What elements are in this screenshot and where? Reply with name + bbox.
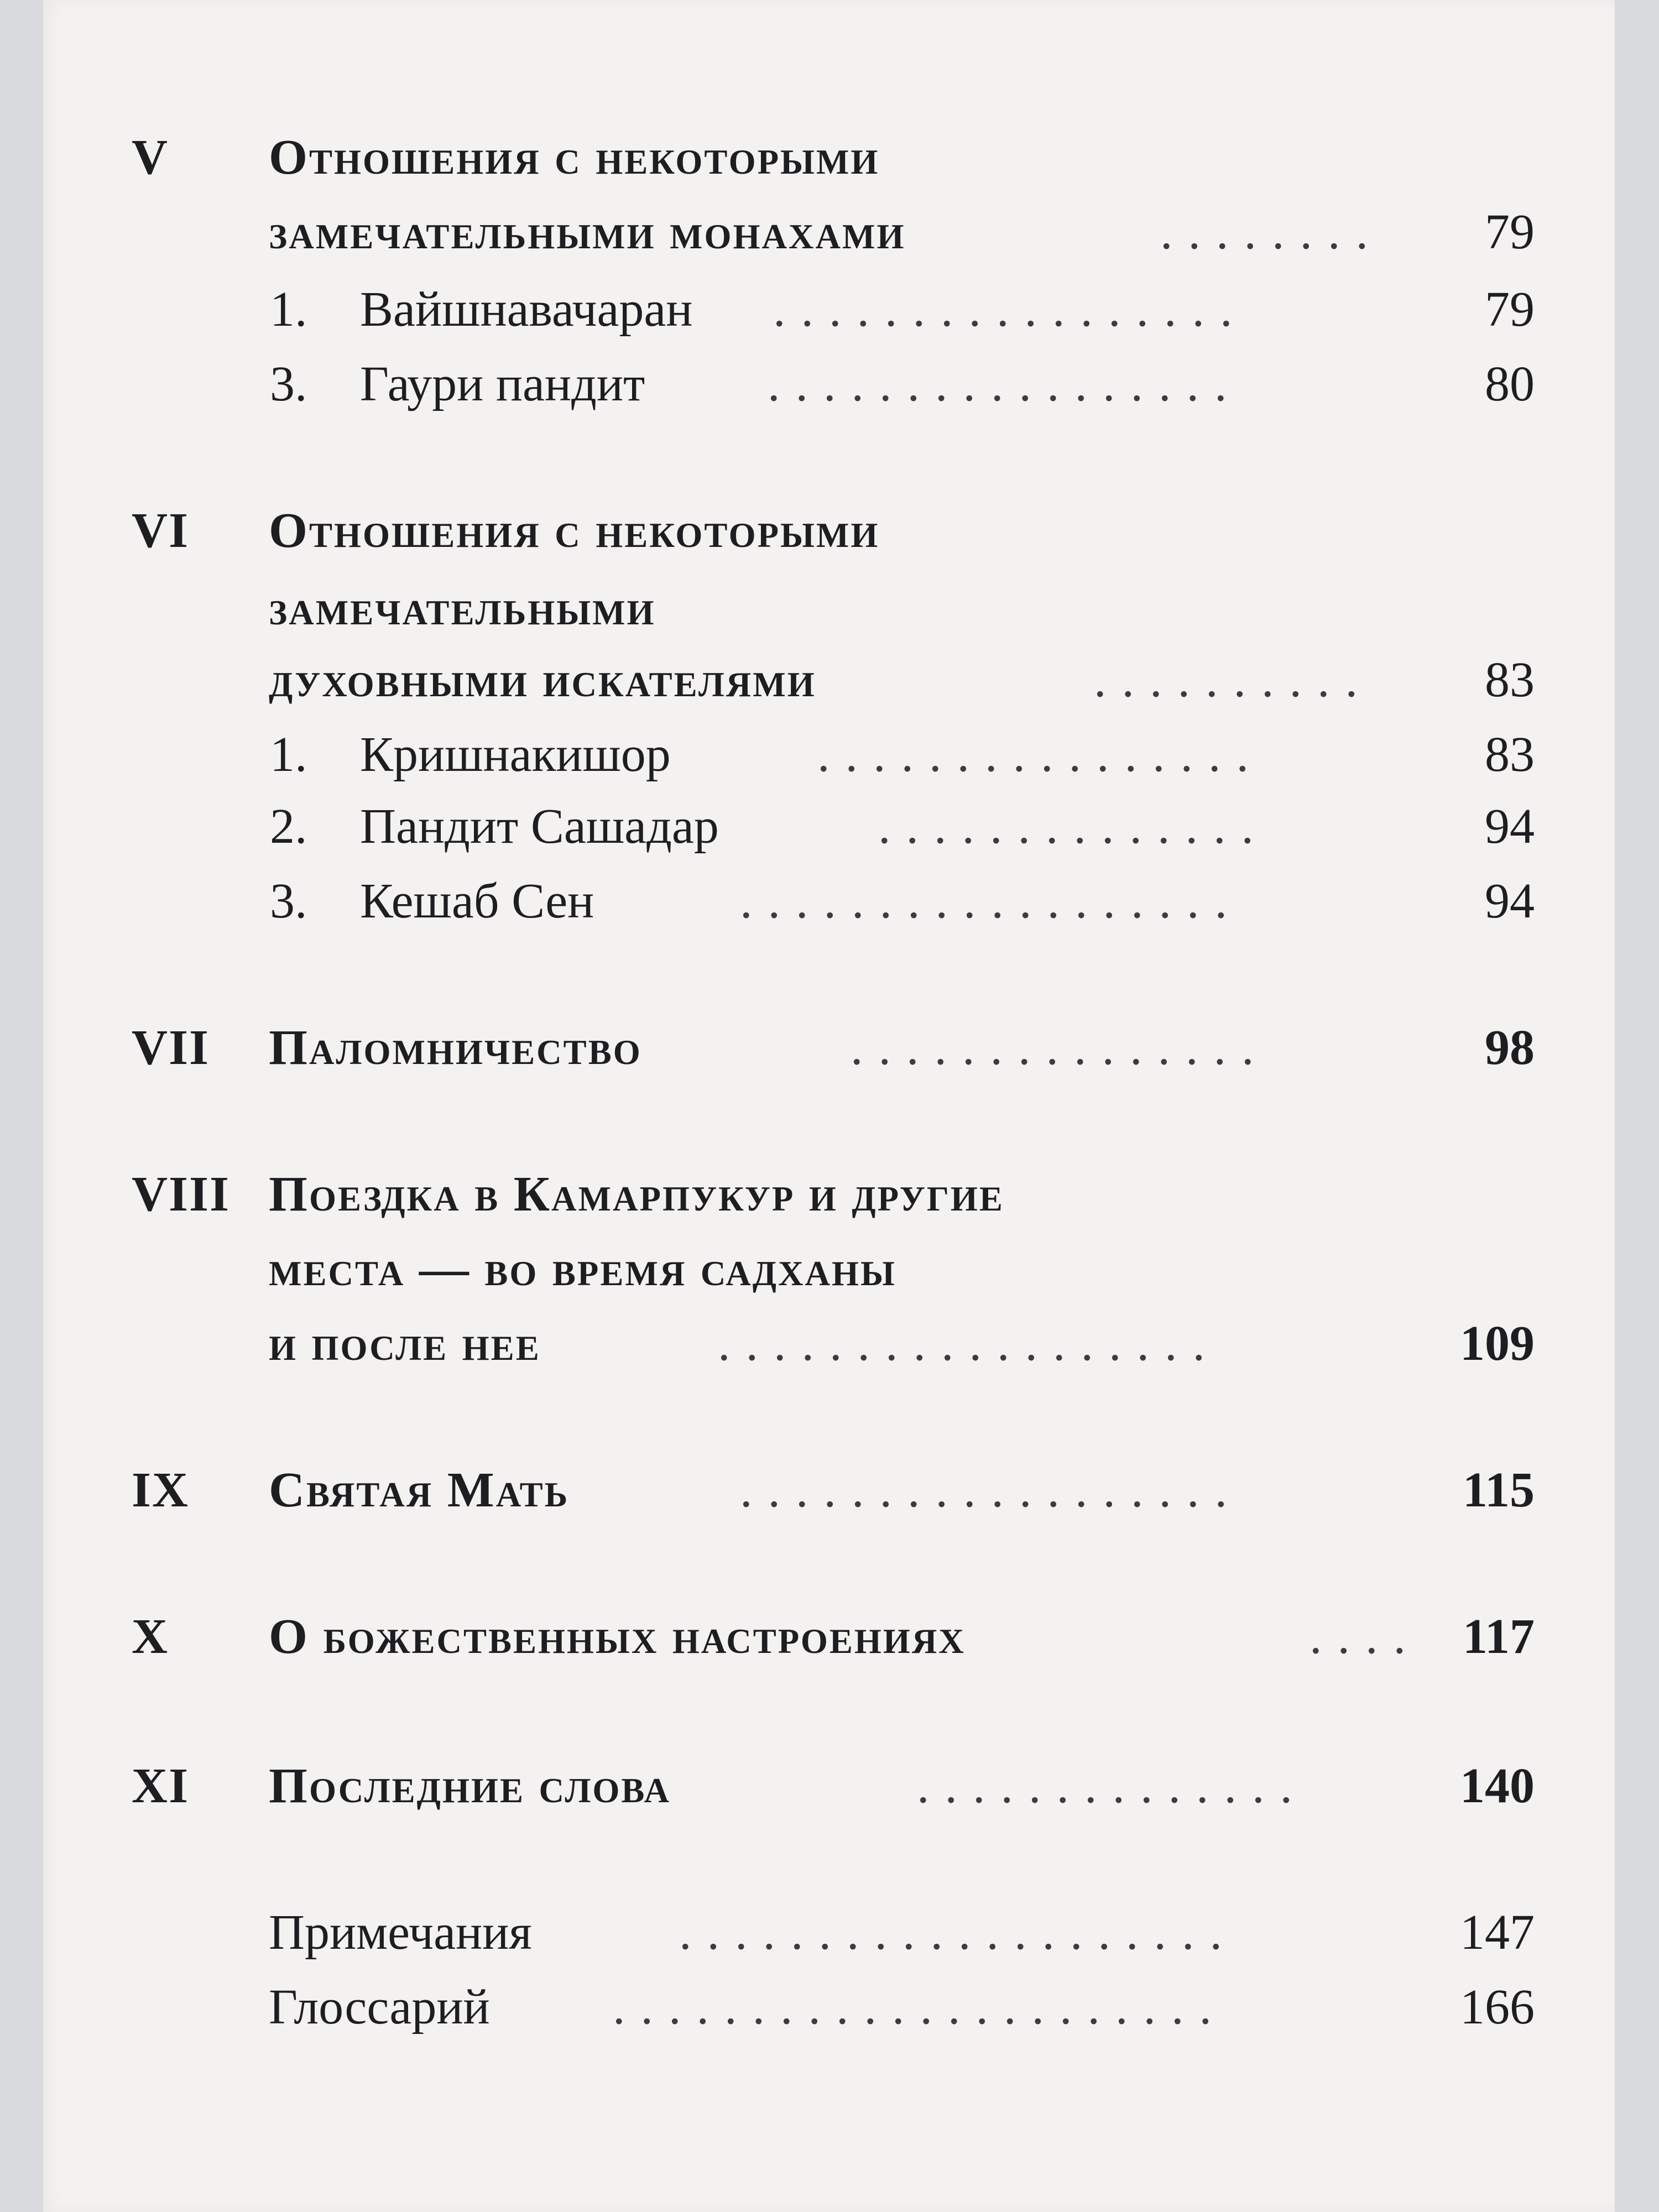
page-number: 83 xyxy=(1485,653,1535,707)
chapter-title-cont: замечательными монахами xyxy=(269,205,906,259)
leader-dots: .......... xyxy=(1094,653,1373,707)
item-number: 1. xyxy=(270,282,307,337)
toc-subentry[interactable] xyxy=(43,788,1615,865)
chapter-number: XI xyxy=(132,1759,190,1813)
notes-title: Примечания xyxy=(269,1905,532,1960)
chapter-title: Отношения с некоторыми xyxy=(269,130,880,185)
chapter-number: X xyxy=(132,1609,169,1664)
page-number: 117 xyxy=(1462,1609,1535,1664)
page-number: 83 xyxy=(1485,727,1535,782)
toc-entry-notes[interactable] xyxy=(43,1894,1615,1971)
toc-entry-ix[interactable] xyxy=(43,1452,1615,1529)
item-title: Гаури пандит xyxy=(360,357,645,411)
leader-dots: ........ xyxy=(1160,205,1384,259)
chapter-number: VI xyxy=(132,503,190,558)
toc-entry-vii[interactable] xyxy=(43,1009,1615,1087)
chapter-title: О божественных настроениях xyxy=(269,1609,966,1664)
item-title: Кешаб Сен xyxy=(360,874,594,928)
chapter-title: Паломничество xyxy=(269,1020,642,1075)
leader-dots: ...................... xyxy=(613,1980,1227,2034)
leader-dots: .................. xyxy=(740,1463,1243,1517)
chapter-number: V xyxy=(132,130,169,185)
page-number: 79 xyxy=(1485,282,1535,337)
page-number: 115 xyxy=(1462,1463,1535,1517)
toc-entry-vi-cont[interactable] xyxy=(43,641,1615,719)
chapter-title-cont: замечательными xyxy=(269,581,656,635)
leader-dots: ................. xyxy=(773,282,1248,337)
chapter-number: VII xyxy=(132,1020,210,1075)
page-number: 147 xyxy=(1460,1905,1535,1960)
item-title: Вайшнавачаран xyxy=(360,282,693,337)
item-number: 2. xyxy=(270,799,307,854)
toc-entry-viii[interactable] xyxy=(43,1156,1615,1233)
chapter-title-cont: места — во время садханы xyxy=(269,1241,896,1296)
toc-subentry[interactable] xyxy=(43,346,1615,423)
item-title: Пандит Сашадар xyxy=(360,799,719,854)
page-number: 166 xyxy=(1460,1980,1535,2034)
toc-entry-glossary[interactable] xyxy=(43,1969,1615,2046)
toc-entry-viii-cont[interactable] xyxy=(43,1305,1615,1383)
page-number: 94 xyxy=(1485,799,1535,854)
toc-subentry[interactable] xyxy=(43,863,1615,940)
item-number: 3. xyxy=(270,357,307,411)
toc-entry-vi-cont[interactable] xyxy=(43,570,1615,647)
page-number: 98 xyxy=(1485,1020,1535,1075)
leader-dots: .................... xyxy=(679,1905,1238,1960)
leader-dots: .............. xyxy=(917,1759,1308,1813)
chapter-title: Поездка в Камарпукур и другие xyxy=(269,1167,1004,1222)
item-number: 1. xyxy=(270,727,307,782)
leader-dots: ............... xyxy=(851,1020,1270,1075)
page-number: 79 xyxy=(1485,205,1535,259)
toc-entry-vi[interactable] xyxy=(43,492,1615,570)
chapter-title-cont: духовными искателями xyxy=(269,653,816,707)
leader-dots: ................ xyxy=(817,727,1264,782)
toc-subentry[interactable] xyxy=(43,716,1615,794)
toc-entry-x[interactable] xyxy=(43,1598,1615,1676)
chapter-title-cont: и после нее xyxy=(269,1316,541,1371)
glossary-title: Глоссарий xyxy=(269,1980,490,2034)
chapter-number: VIII xyxy=(132,1167,231,1222)
chapter-title: Святая Мать xyxy=(269,1463,570,1517)
toc-entry-xi[interactable] xyxy=(43,1747,1615,1825)
page-number: 80 xyxy=(1485,357,1535,411)
leader-dots: .... xyxy=(1310,1609,1421,1664)
chapter-title: Отношения с некоторыми xyxy=(269,503,880,558)
item-number: 3. xyxy=(270,874,307,928)
toc-entry-v-cont[interactable] xyxy=(43,194,1615,271)
page-number: 140 xyxy=(1460,1759,1535,1813)
page-number: 94 xyxy=(1485,874,1535,928)
chapter-title: Последние слова xyxy=(269,1759,671,1813)
toc-entry-v[interactable] xyxy=(43,119,1615,196)
leader-dots: .................. xyxy=(740,874,1243,928)
page-number: 109 xyxy=(1460,1316,1535,1371)
item-title: Кришнакишор xyxy=(360,727,671,782)
toc-page xyxy=(43,0,1615,2212)
toc-entry-viii-cont[interactable] xyxy=(43,1230,1615,1308)
leader-dots: .................. xyxy=(718,1316,1220,1371)
chapter-number: IX xyxy=(132,1463,190,1517)
toc-subentry[interactable] xyxy=(43,271,1615,348)
leader-dots: .............. xyxy=(878,799,1269,854)
leader-dots: ................. xyxy=(768,357,1243,411)
